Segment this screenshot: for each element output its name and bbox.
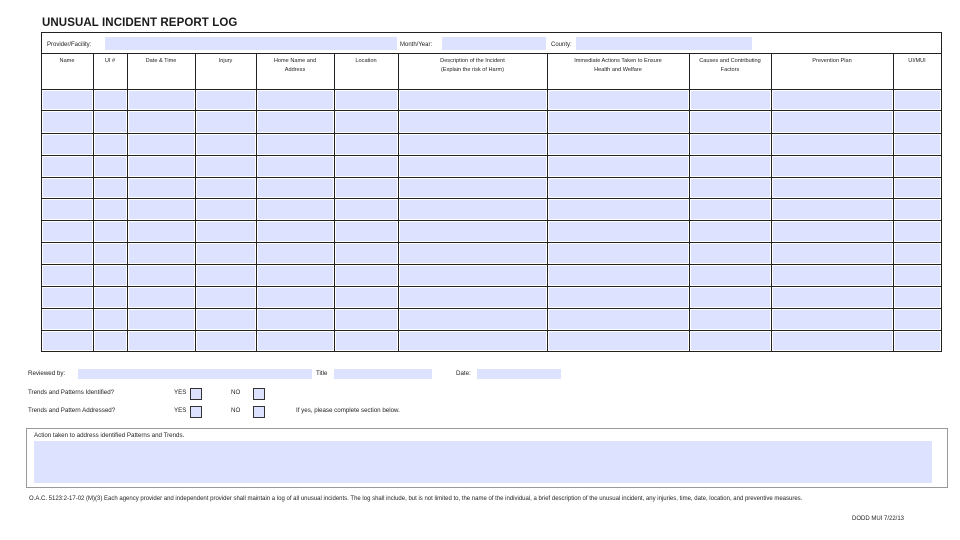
table-cell[interactable] [549, 179, 688, 197]
table-cell[interactable] [95, 157, 126, 176]
table-cell[interactable] [691, 310, 770, 329]
table-cell[interactable] [129, 112, 194, 132]
table-cell[interactable] [258, 310, 333, 329]
trends-addressed-yes-label: YES [174, 407, 187, 414]
header-top-rule [41, 53, 942, 54]
action-taken-textarea[interactable] [34, 441, 932, 483]
date-label: Date: [456, 370, 471, 377]
table-cell[interactable] [95, 266, 126, 285]
table-cell[interactable] [336, 91, 397, 109]
table-cell[interactable] [197, 112, 255, 132]
table-cell[interactable] [549, 332, 688, 350]
table-cell[interactable] [336, 179, 397, 197]
table-cell[interactable] [129, 310, 194, 329]
row-divider [41, 177, 942, 178]
table-cell[interactable] [691, 112, 770, 132]
table-cell[interactable] [258, 179, 333, 197]
table-cell[interactable] [336, 222, 397, 241]
table-cell[interactable] [400, 112, 546, 132]
trends-identified-no-checkbox[interactable] [253, 388, 265, 400]
table-cell[interactable] [129, 332, 194, 350]
column-header-line: UI/MUI [908, 58, 926, 64]
trends-identified-yes-checkbox[interactable] [190, 388, 202, 400]
table-cell[interactable] [895, 157, 940, 176]
column-header-line: (Explain the risk of Harm) [440, 67, 505, 73]
table-cell[interactable] [691, 288, 770, 307]
table-cell[interactable] [895, 222, 940, 241]
table-cell[interactable] [258, 332, 333, 350]
row-divider [41, 220, 942, 221]
table-cell[interactable] [400, 332, 546, 350]
table-cell[interactable] [197, 288, 255, 307]
table-cell[interactable] [129, 222, 194, 241]
table-cell[interactable] [691, 91, 770, 109]
table-cell[interactable] [95, 179, 126, 197]
provider-label: Provider/Facility: [47, 42, 92, 48]
column-header-line: Address [284, 67, 306, 73]
title-input[interactable] [334, 369, 432, 379]
table-cell[interactable] [549, 310, 688, 329]
column-divider [256, 53, 257, 351]
trends-addressed-no-label: NO [231, 407, 241, 414]
table-cell[interactable] [129, 179, 194, 197]
table-cell[interactable] [43, 310, 92, 329]
table-cell[interactable] [691, 244, 770, 263]
table-cell[interactable] [258, 91, 333, 109]
table-cell[interactable] [43, 135, 92, 154]
trends-addressed-no-checkbox[interactable] [253, 406, 265, 418]
column-divider [893, 53, 894, 351]
column-header-home-name-and [256, 57, 334, 75]
table-cell[interactable] [95, 310, 126, 329]
trends-identified-label: Trends and Patterns Identified? [28, 389, 115, 396]
column-header-line: Description of the Incident [440, 58, 505, 64]
column-divider [127, 53, 128, 351]
table-cell[interactable] [691, 332, 770, 350]
reviewed-by-input[interactable] [78, 369, 312, 379]
trends-addressed-yes-checkbox[interactable] [190, 406, 202, 418]
table-cell[interactable] [43, 222, 92, 241]
table-cell[interactable] [400, 179, 546, 197]
table-cell[interactable] [400, 310, 546, 329]
table-cell[interactable] [549, 157, 688, 176]
table-cell[interactable] [336, 266, 397, 285]
table-cell[interactable] [336, 244, 397, 263]
table-cell[interactable] [549, 288, 688, 307]
row-divider [41, 242, 942, 243]
table-cell[interactable] [773, 200, 892, 219]
table-cell[interactable] [197, 222, 255, 241]
table-cell[interactable] [773, 266, 892, 285]
row-divider [41, 155, 942, 156]
table-cell[interactable] [773, 222, 892, 241]
row-divider [41, 286, 942, 287]
table-cell[interactable] [691, 179, 770, 197]
table-cell[interactable] [95, 200, 126, 219]
column-header-immediate-actions-taken-to-ensure [547, 57, 689, 75]
table-cell[interactable] [258, 266, 333, 285]
form-title: UNUSUAL INCIDENT REPORT LOG [42, 17, 238, 29]
table-cell[interactable] [197, 266, 255, 285]
table-cell[interactable] [773, 332, 892, 350]
table-cell[interactable] [43, 91, 92, 109]
table-cell[interactable] [549, 244, 688, 263]
table-cell[interactable] [129, 244, 194, 263]
table-cell[interactable] [895, 112, 940, 132]
column-divider [398, 53, 399, 351]
table-cell[interactable] [95, 222, 126, 241]
table-cell[interactable] [258, 288, 333, 307]
column-header-date-time [127, 57, 195, 66]
table-cell[interactable] [43, 288, 92, 307]
table-cell[interactable] [129, 288, 194, 307]
table-cell[interactable] [43, 179, 92, 197]
column-divider [689, 53, 690, 351]
table-cell[interactable] [129, 135, 194, 154]
column-header-line: Date & Time [145, 58, 177, 64]
table-cell[interactable] [773, 135, 892, 154]
table-cell[interactable] [95, 91, 126, 109]
column-header-line: Factors [720, 67, 740, 73]
table-cell[interactable] [43, 332, 92, 350]
form-code: DODD MUI 7/22/13 [852, 516, 905, 522]
column-header-description-of-the-incident [398, 57, 547, 75]
table-cell[interactable] [773, 157, 892, 176]
table-cell[interactable] [336, 112, 397, 132]
column-header-line: Immediate Actions Taken to Ensure [574, 58, 662, 64]
row-divider [41, 264, 942, 265]
table-cell[interactable] [197, 157, 255, 176]
column-header-injury [195, 57, 256, 66]
column-header-location [334, 57, 398, 66]
row-divider [41, 198, 942, 199]
table-cell[interactable] [773, 91, 892, 109]
table-cell[interactable] [895, 288, 940, 307]
table-cell[interactable] [336, 157, 397, 176]
table-cell[interactable] [549, 112, 688, 132]
table-cell[interactable] [895, 266, 940, 285]
table-cell[interactable] [95, 112, 126, 132]
table-cell[interactable] [895, 332, 940, 350]
table-cell[interactable] [549, 91, 688, 109]
row-divider [41, 89, 942, 90]
column-header-line: Home Name and [273, 58, 317, 64]
table-cell[interactable] [691, 135, 770, 154]
if-yes-note: If yes, please complete section below. [296, 407, 400, 414]
column-divider [771, 53, 772, 351]
month-year-label: Month/Year: [400, 42, 433, 48]
table-cell[interactable] [197, 200, 255, 219]
table-cell[interactable] [895, 200, 940, 219]
table-cell[interactable] [197, 91, 255, 109]
column-header-line: UI # [104, 58, 116, 64]
table-cell[interactable] [773, 310, 892, 329]
column-header-line: Causes and Contributing [699, 58, 761, 64]
table-cell[interactable] [400, 244, 546, 263]
regulation-footnote: O.A.C. 5123:2-17-02 (M)(3) Each agency provider and independent provider shall maintain a log of all unusual incidents. The log shall include, but is not limited to, the name of the individual, a brief description of the unusual incident, any injuries, time, date, location, and preventive measures. [29, 496, 803, 502]
table-cell[interactable] [400, 157, 546, 176]
table-cell[interactable] [773, 288, 892, 307]
table-cell[interactable] [773, 179, 892, 197]
table-cell[interactable] [895, 310, 940, 329]
table-cell[interactable] [95, 135, 126, 154]
table-cell[interactable] [95, 244, 126, 263]
table-cell[interactable] [336, 332, 397, 350]
table-cell[interactable] [129, 266, 194, 285]
reviewed-by-label: Reviewed by: [28, 370, 66, 377]
table-cell[interactable] [895, 135, 940, 154]
table-cell[interactable] [400, 266, 546, 285]
table-cell[interactable] [400, 222, 546, 241]
table-cell[interactable] [895, 244, 940, 263]
trends-identified-yes-label: YES [174, 389, 187, 396]
table-cell[interactable] [691, 266, 770, 285]
table-cell[interactable] [43, 200, 92, 219]
table-cell[interactable] [43, 157, 92, 176]
table-cell[interactable] [129, 157, 194, 176]
trends-identified-no-label: NO [231, 389, 241, 396]
table-cell[interactable] [400, 288, 546, 307]
row-divider [41, 330, 942, 331]
table-cell[interactable] [95, 288, 126, 307]
table-cell[interactable] [400, 91, 546, 109]
column-header-line: Injury [218, 58, 233, 64]
table-cell[interactable] [258, 135, 333, 154]
table-cell[interactable] [549, 266, 688, 285]
column-divider [93, 53, 94, 351]
title-label: Title [316, 370, 328, 377]
column-divider [334, 53, 335, 351]
table-cell[interactable] [258, 157, 333, 176]
table-cell[interactable] [336, 135, 397, 154]
table-cell[interactable] [895, 91, 940, 109]
column-header-line: Location [355, 58, 377, 64]
table-cell[interactable] [197, 332, 255, 350]
row-divider [41, 133, 942, 134]
table-cell[interactable] [258, 112, 333, 132]
column-header-line: Prevention Plan [812, 58, 852, 64]
action-taken-label: Action taken to address identified Patterns and Trends. [34, 432, 185, 439]
column-header-name [41, 57, 93, 66]
table-cell[interactable] [773, 112, 892, 132]
table-cell[interactable] [549, 222, 688, 241]
column-divider [195, 53, 196, 351]
table-cell[interactable] [549, 135, 688, 154]
table-cell[interactable] [43, 112, 92, 132]
table-cell[interactable] [549, 200, 688, 219]
table-cell[interactable] [258, 244, 333, 263]
table-cell[interactable] [336, 200, 397, 219]
table-cell[interactable] [691, 222, 770, 241]
table-cell[interactable] [43, 244, 92, 263]
table-cell[interactable] [129, 91, 194, 109]
row-divider [41, 110, 942, 111]
table-cell[interactable] [43, 266, 92, 285]
county-label: County: [551, 42, 572, 48]
table-cell[interactable] [773, 244, 892, 263]
table-cell[interactable] [400, 200, 546, 219]
column-header-line: Name [59, 58, 75, 64]
trends-addressed-label: Trends and Pattern Addressed? [28, 407, 116, 414]
table-cell[interactable] [95, 332, 126, 350]
table-cell[interactable] [336, 288, 397, 307]
table-cell[interactable] [691, 157, 770, 176]
table-cell[interactable] [197, 179, 255, 197]
table-cell[interactable] [400, 135, 546, 154]
table-cell[interactable] [129, 200, 194, 219]
table-cell[interactable] [197, 244, 255, 263]
date-input[interactable] [477, 369, 561, 379]
column-header-causes-and-contributing [689, 57, 771, 75]
column-header-prevention-plan [771, 57, 893, 66]
table-cell[interactable] [258, 200, 333, 219]
column-header-ui [93, 57, 127, 66]
table-cell[interactable] [895, 179, 940, 197]
table-cell[interactable] [197, 135, 255, 154]
column-divider [547, 53, 548, 351]
table-cell[interactable] [197, 310, 255, 329]
table-cell[interactable] [336, 310, 397, 329]
row-divider [41, 308, 942, 309]
column-header-line: Health and Welfare [594, 67, 642, 73]
column-header-ui-mui [893, 57, 941, 66]
table-cell[interactable] [258, 222, 333, 241]
table-cell[interactable] [691, 200, 770, 219]
